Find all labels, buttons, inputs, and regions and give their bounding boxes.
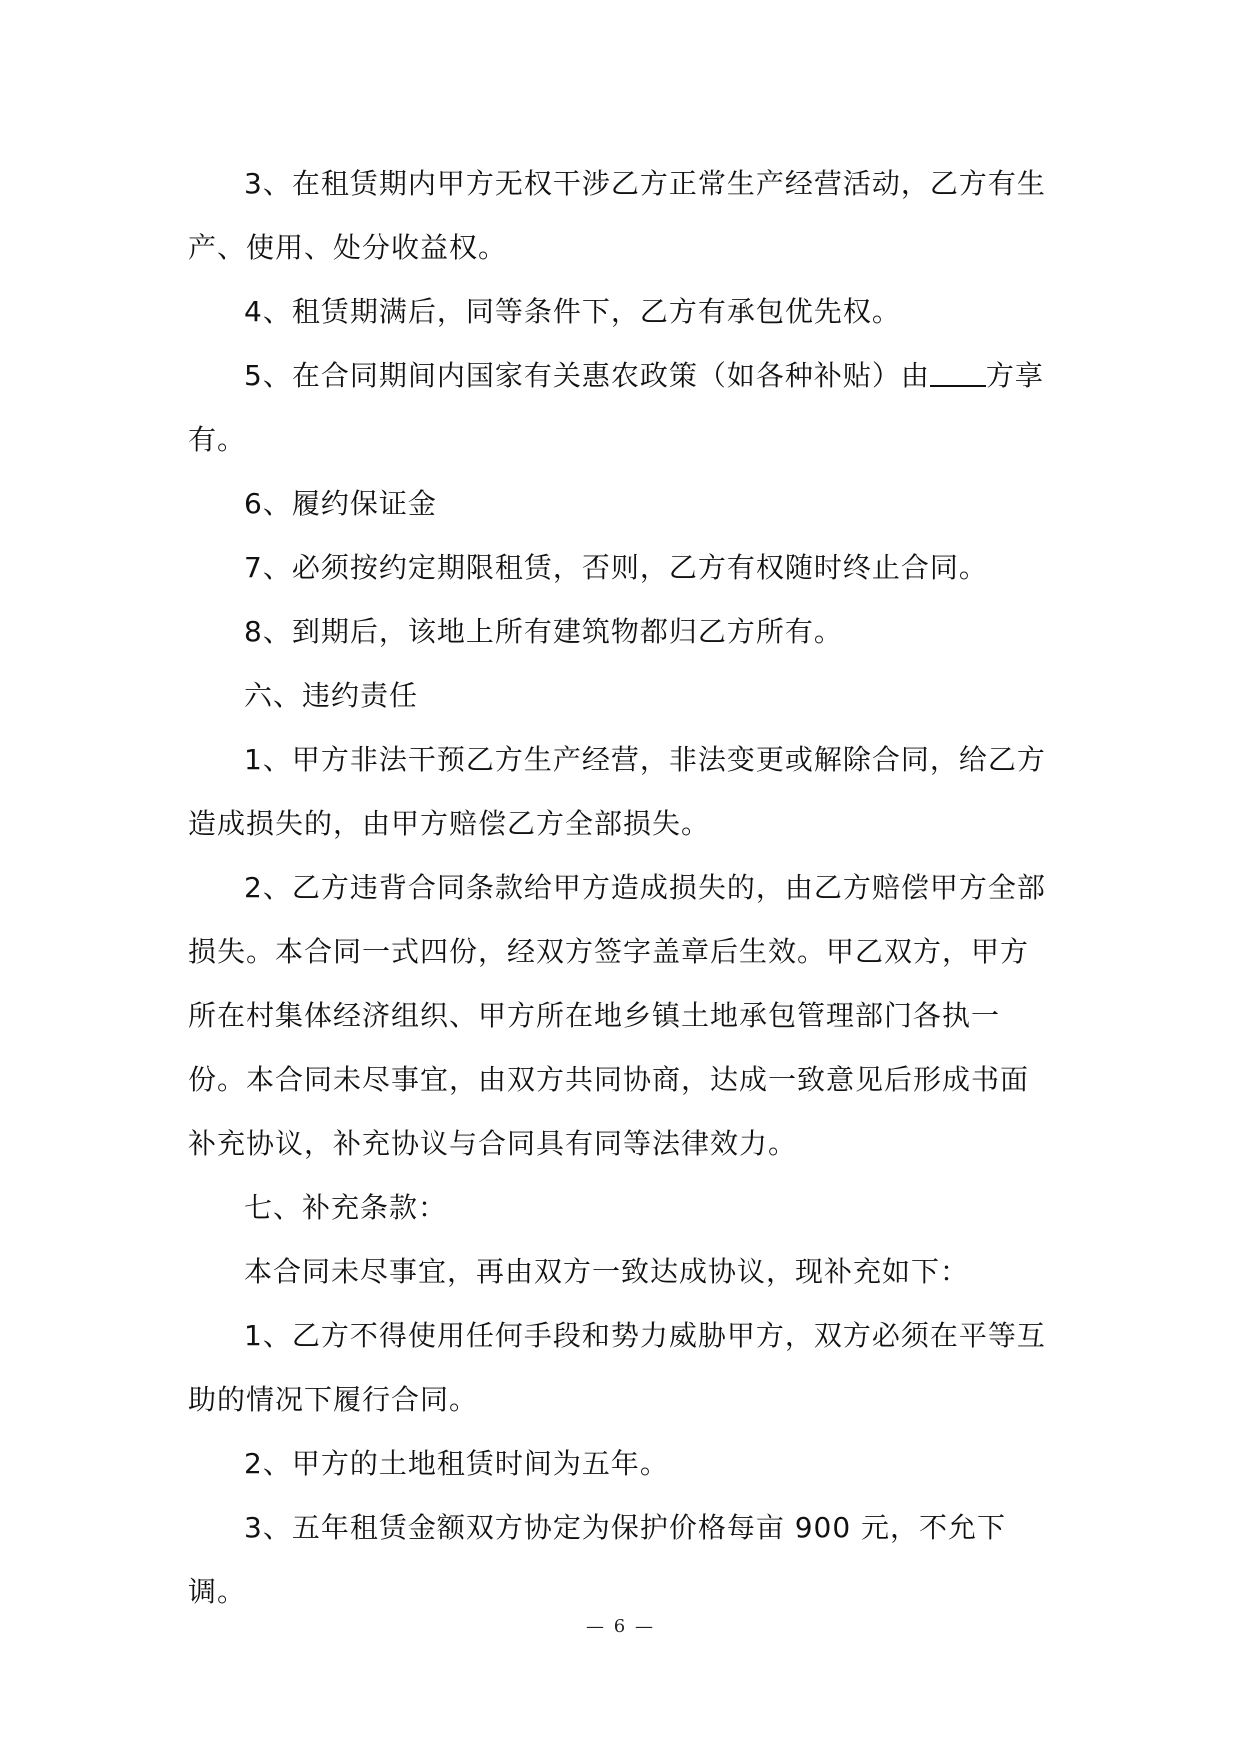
clause-6-deposit: 6、履约保证金 <box>244 487 437 520</box>
supplement-clause-3: 3、五年租赁金额双方协定为保护价格每亩 900 元，不允下调。 <box>188 1511 1007 1608</box>
clause-5-tail: 方享有。 <box>188 359 1044 456</box>
clause-7-term: 7、必须按约定期限租赁，否则，乙方有权随时终止合同。 <box>244 551 988 584</box>
supplement-clause-2: 2、甲方的土地租赁时间为五年。 <box>244 1447 669 1480</box>
clause-5-text: 5、在合同期间内国家有关惠农政策（如各种补贴）由 <box>244 359 930 392</box>
page-number: — 6 — <box>586 1616 655 1637</box>
clause-3-usage-rights: 3、在租赁期内甲方无权干涉乙方正常生产经营活动，乙方有生产、使用、处分收益权。 <box>188 167 1046 264</box>
section-heading-liability: 六、违约责任 <box>244 679 419 712</box>
clause-8-buildings: 8、到期后，该地上所有建筑物都归乙方所有。 <box>244 615 843 648</box>
section-heading-supplement: 七、补充条款： <box>244 1191 448 1224</box>
fill-in-blank <box>930 355 986 387</box>
supplement-intro: 本合同未尽事宜，再由双方一致达成协议，现补充如下： <box>244 1255 970 1288</box>
clause-4-priority-right: 4、租赁期满后，同等条件下，乙方有承包优先权。 <box>244 295 901 328</box>
liability-clause-2: 2、乙方违背合同条款给甲方造成损失的，由乙方赔偿甲方全部损失。本合同一式四份，经双方签字盖章后生效。甲乙双方，甲方所在村集体经济组织、甲方所在地乡镇土地承包管理部门各执一份。本合同未尽事宜，由双方共同协商，达成一致意见后形成书面补充协议，补充协议与合同具有同等法律效力。 <box>188 871 1046 1160</box>
document-body <box>188 152 1054 1624</box>
clause-5-subsidy <box>188 344 1054 472</box>
liability-clause-1: 1、甲方非法干预乙方生产经营，非法变更或解除合同，给乙方造成损失的，由甲方赔偿乙方全部损失。 <box>188 743 1046 840</box>
supplement-clause-1: 1、乙方不得使用任何手段和势力威胁甲方，双方必须在平等互助的情况下履行合同。 <box>188 1319 1046 1416</box>
